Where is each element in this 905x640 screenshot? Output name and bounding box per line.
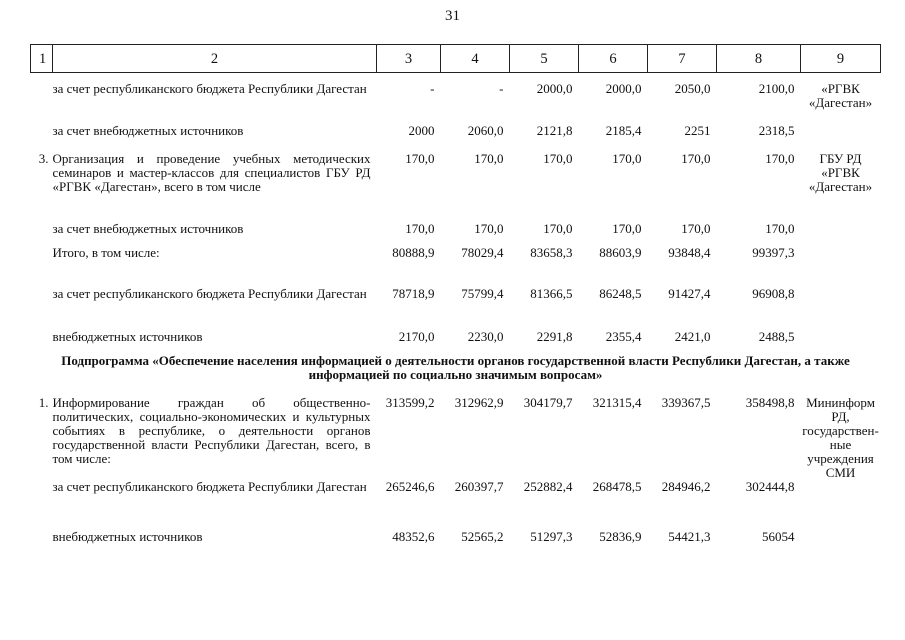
budget-table <box>30 44 881 552</box>
value-cell: 93848,4 <box>668 244 711 260</box>
value-cell: 99397,3 <box>752 244 795 260</box>
value-cell: 170,0 <box>474 150 504 166</box>
row-index <box>31 524 53 552</box>
value-cell: 170,0 <box>765 150 795 166</box>
value-cell: 91427,4 <box>668 285 711 301</box>
table-header-row <box>31 45 881 73</box>
header-cell: 1 <box>31 45 53 73</box>
table-row <box>31 73 881 114</box>
responsible-org <box>801 214 881 238</box>
table-row <box>31 279 881 321</box>
responsible-org <box>801 321 881 344</box>
row-index <box>31 480 53 524</box>
value-cell: 312962,9 <box>454 394 504 410</box>
row-name: Информирование граждан об общественно-политических, социально-экономических и культурных событиях в республике, о деятельности органов государственной власти Республики Дагестан, всего, в том числе: <box>52 394 371 466</box>
value-cell: 2000,0 <box>605 81 642 96</box>
value-cell: 265246,6 <box>385 478 435 494</box>
value-cell: 284946,2 <box>661 478 711 494</box>
row-index <box>31 321 53 344</box>
value-cell: 83658,3 <box>530 244 573 260</box>
row-index <box>31 114 53 142</box>
row-name: за счет республиканского бюджета Республики Дагестан <box>52 81 367 96</box>
value-cell: 52836,9 <box>599 528 642 544</box>
value-cell: 78718,9 <box>392 285 435 301</box>
value-cell: 86248,5 <box>599 285 642 301</box>
row-name: за счет внебюджетных источников <box>52 122 244 138</box>
value-cell: 78029,4 <box>461 244 504 260</box>
row-index <box>31 279 53 321</box>
value-cell: 170,0 <box>765 220 795 236</box>
row-index <box>31 214 53 238</box>
value-cell: 2185,4 <box>605 122 642 138</box>
value-cell: 260397,7 <box>454 478 504 494</box>
row-name: внебюджетных источников <box>52 528 203 544</box>
row-index: 3. <box>38 150 49 166</box>
value-cell: 56054 <box>762 528 795 544</box>
value-cell: 2121,8 <box>536 122 573 138</box>
value-cell: 2000,0 <box>536 81 573 96</box>
row-name: за счет республиканского бюджета Республики Дагестан <box>52 285 367 301</box>
header-cell: 9 <box>801 45 881 73</box>
value-cell: 170,0 <box>405 220 435 236</box>
value-cell: 81366,5 <box>530 285 573 301</box>
value-cell: 358498,8 <box>745 394 795 410</box>
value-cell: 170,0 <box>612 150 642 166</box>
value-cell: 48352,6 <box>392 528 435 544</box>
responsible-org <box>801 279 881 321</box>
value-cell: 2251 <box>684 122 711 138</box>
header-cell: 8 <box>717 45 801 73</box>
value-cell: 170,0 <box>405 150 435 166</box>
row-index: 1. <box>38 394 49 410</box>
table-row <box>31 480 881 524</box>
row-name: за счет внебюджетных источников <box>52 220 244 236</box>
value-cell: 321315,4 <box>592 394 642 410</box>
subprogram-title: Подпрограмма «Обеспечение населения информацией о деятельности органов государственной власти Республики Дагестан, а также информацией по социально значимым вопросам» <box>61 352 850 382</box>
value-cell: 252882,4 <box>523 478 573 494</box>
header-cell: 3 <box>377 45 441 73</box>
row-name: Организация и проведение учебных методических семинаров и мастер-классов для специалистов ГБУ РД «РГВК «Дагестан», всего в том числе <box>52 150 371 194</box>
table-row <box>31 114 881 142</box>
value-cell: 2000 <box>408 122 435 138</box>
value-cell: 2170,0 <box>398 328 435 344</box>
value-cell: 313599,2 <box>385 394 435 410</box>
responsible-org: «РГВК «Дагестан» <box>808 81 873 110</box>
value-cell: 170,0 <box>543 150 573 166</box>
responsible-org <box>801 524 881 552</box>
header-cell: 7 <box>648 45 717 73</box>
value-cell: 268478,5 <box>592 478 642 494</box>
value-cell: - <box>499 81 504 96</box>
subprogram-row <box>31 344 881 388</box>
value-cell: 302444,8 <box>745 478 795 494</box>
value-cell: 54421,3 <box>668 528 711 544</box>
value-cell: 75799,4 <box>461 285 504 301</box>
table-row <box>31 321 881 344</box>
responsible-org <box>801 238 881 279</box>
row-name: за счет республиканского бюджета Республики Дагестан <box>52 478 367 494</box>
value-cell: 2050,0 <box>674 81 711 96</box>
table-row <box>31 142 881 214</box>
table-row <box>31 524 881 552</box>
header-cell: 4 <box>441 45 510 73</box>
table-row <box>31 388 881 480</box>
responsible-org: ГБУ РД «РГВК «Дагестан» <box>808 150 873 194</box>
value-cell: 2100,0 <box>758 81 795 96</box>
value-cell: 51297,3 <box>530 528 573 544</box>
value-cell: 52565,2 <box>461 528 504 544</box>
value-cell: 96908,8 <box>752 285 795 301</box>
value-cell: 170,0 <box>681 220 711 236</box>
table-row <box>31 214 881 238</box>
value-cell: 2488,5 <box>758 328 795 344</box>
table-row <box>31 238 881 279</box>
row-name: Итого, в том числе: <box>52 244 160 260</box>
value-cell: 304179,7 <box>523 394 573 410</box>
value-cell: 339367,5 <box>661 394 711 410</box>
value-cell: - <box>430 81 435 96</box>
responsible-org: Мининформ РД, государствен-ные учреждения СМИ <box>802 394 879 480</box>
value-cell: 170,0 <box>681 150 711 166</box>
responsible-org <box>801 114 881 142</box>
row-index <box>31 238 53 279</box>
row-index <box>31 73 53 114</box>
value-cell: 170,0 <box>474 220 504 236</box>
row-name: внебюджетных источников <box>52 328 203 344</box>
header-cell: 6 <box>579 45 648 73</box>
header-cell: 2 <box>53 45 377 73</box>
value-cell: 2421,0 <box>674 328 711 344</box>
value-cell: 80888,9 <box>392 244 435 260</box>
page-number: 31 <box>445 8 460 24</box>
value-cell: 170,0 <box>543 220 573 236</box>
value-cell: 2230,0 <box>467 328 504 344</box>
value-cell: 2355,4 <box>605 328 642 344</box>
header-cell: 5 <box>510 45 579 73</box>
value-cell: 2318,5 <box>758 122 795 138</box>
value-cell: 170,0 <box>612 220 642 236</box>
value-cell: 88603,9 <box>599 244 642 260</box>
value-cell: 2060,0 <box>467 122 504 138</box>
value-cell: 2291,8 <box>536 328 573 344</box>
